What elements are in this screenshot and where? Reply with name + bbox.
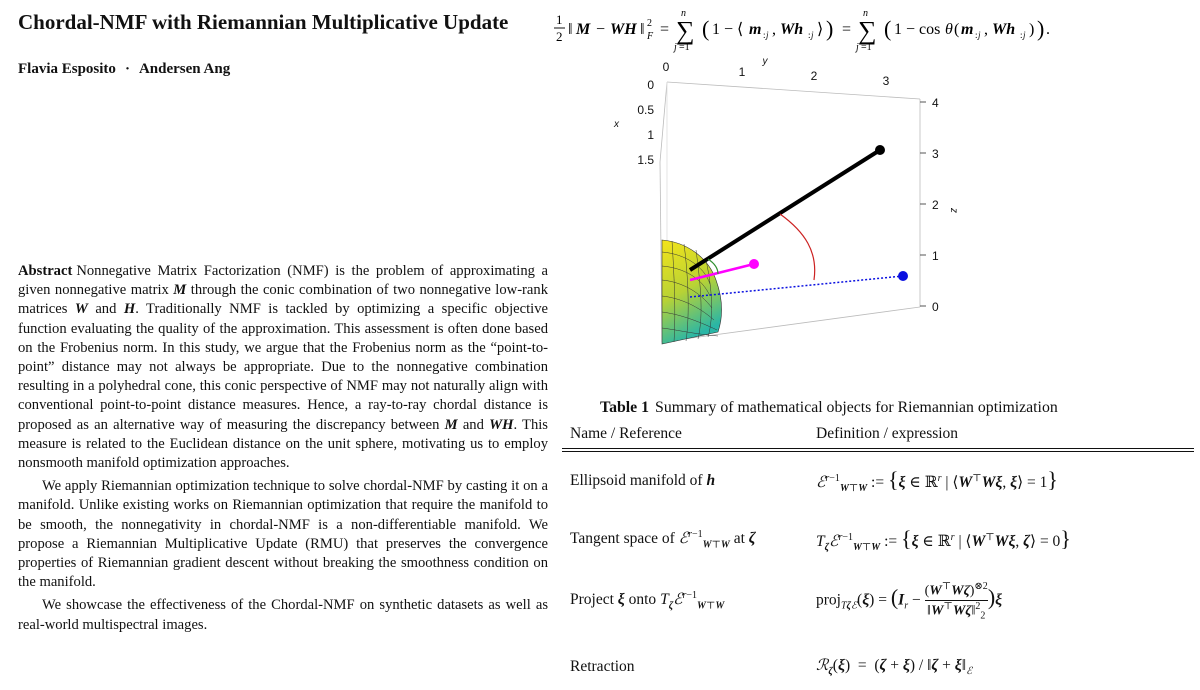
svg-text:.: .	[1046, 21, 1050, 38]
table-row	[562, 510, 1194, 570]
row-connector: onto	[628, 591, 657, 609]
x-tick-label: 1	[647, 128, 654, 142]
abstract-paragraph	[18, 262, 548, 473]
svg-text:(: (	[884, 16, 892, 41]
table-cell: Tangent space of ℰ$^{r-1}_{W⊤W}$ at ζ	[570, 529, 756, 551]
svg-text::: :	[808, 30, 811, 40]
x-tick-label: 0.5	[637, 103, 654, 117]
svg-text::: :	[1020, 30, 1023, 40]
x-tick-label: 1.5	[637, 153, 654, 167]
z-tick-label: 0	[932, 300, 939, 314]
x-axis-ticks	[613, 78, 654, 167]
y-axis-ticks	[663, 56, 890, 88]
svg-text:⟩: ⟩	[817, 21, 824, 38]
math-objects-table	[562, 422, 1194, 690]
svg-text:m: m	[749, 21, 762, 38]
svg-text:,: ,	[984, 21, 988, 38]
abstract	[18, 262, 548, 639]
svg-text:∑: ∑	[858, 16, 877, 45]
svg-text:F: F	[647, 31, 654, 42]
svg-text:‖: ‖	[568, 21, 573, 38]
svg-text:): )	[1029, 21, 1035, 38]
author-name: Andersen Ang	[138, 61, 231, 77]
z-tick-label: 2	[932, 198, 939, 212]
table-row	[562, 570, 1194, 632]
x-tick-label: 0	[647, 78, 654, 92]
svg-text::: :	[975, 30, 978, 40]
svg-text:j: j	[766, 30, 769, 40]
svg-text:M: M	[576, 21, 591, 38]
chordal-distance-figure	[600, 52, 980, 392]
table-cell: ℰ$^{r-1}_{W⊤W}$ := {ξ ∈ ℝ$^r$ | ⟨W⊤Wξ, ξ⟩ = 1}	[816, 467, 1058, 495]
z-tick-label: 4	[932, 96, 939, 110]
svg-text:Wh: Wh	[992, 21, 1016, 38]
table-cell: ℛ$_\zeta$(ξ) = (ζ + ξ) / ‖ζ + $\xi‖_ℰ$	[816, 657, 973, 678]
svg-text:j: j	[674, 42, 677, 53]
abstract-paragraph-text: Nonnegative Matrix Factorization (NMF) is the problem of approximating a given nonnegative matrix M through the conic combination of two nonnegative low-rank matrices W and H. Traditionally NMF is tackled by optimizing a specific objective function evaluating the quality of the approximation. This assessment is often done based on the Frobenius norm. In this study, we argue that the Frobenius norm as the “point-to-point” distance may not always be appropriate. Due to the nonnegative combination resulting in a polyhedral cone, this conic perspective of NMF may not naturally align with conventional point-to-point distance measures. Hence, a ray-to-ray chordal distance is proposed as an alternative way of measuring the discrepancy between M and WH. This measure is related to the Euclidean distance on the unit sphere, motivating us to employ nonsmooth manifold optimization approaches.	[18, 263, 548, 472]
objective-equation	[552, 4, 1192, 54]
svg-text:1: 1	[556, 12, 563, 27]
svg-text:): )	[826, 16, 834, 41]
author-name: Flavia Esposito	[18, 61, 116, 77]
table-label: Table 1	[600, 399, 650, 416]
svg-text:∑: ∑	[676, 16, 695, 45]
svg-text:2: 2	[647, 18, 652, 29]
table-caption-text: Summary of mathematical objects for Riemannian optimization	[655, 399, 1058, 416]
svg-text:WH: WH	[610, 21, 637, 38]
author-separator: ·	[124, 61, 130, 77]
table-header-cell: Name / Reference	[570, 425, 682, 442]
svg-text:(: (	[702, 16, 710, 41]
table-header-row	[562, 422, 1194, 446]
svg-text:=1: =1	[679, 42, 690, 53]
svg-text:Wh: Wh	[780, 21, 804, 38]
svg-text:j: j	[811, 30, 814, 40]
svg-text:): )	[1037, 16, 1045, 41]
row-name: Project	[570, 591, 614, 609]
direction-point	[875, 145, 885, 155]
author-list	[18, 61, 230, 78]
y-tick-label: 1	[738, 65, 746, 79]
svg-text:,: ,	[772, 21, 776, 38]
table-header-cell: Definition / expression	[816, 425, 959, 442]
projection-point	[898, 271, 908, 281]
direction-segment	[690, 150, 880, 270]
angle-arc	[780, 214, 815, 280]
svg-text:=: =	[842, 21, 852, 38]
svg-text:j: j	[856, 42, 859, 53]
svg-text:n: n	[863, 8, 868, 19]
z-axis-ticks	[920, 96, 959, 314]
y-tick-label: 0	[662, 60, 670, 74]
svg-text:1 − cos: 1 − cos	[894, 21, 941, 38]
svg-text:2: 2	[556, 29, 563, 44]
table-cell: Retraction	[570, 658, 635, 675]
abstract-paragraph	[18, 477, 548, 592]
z-tick-label: 1	[932, 249, 939, 263]
paper-title: Chordal-NMF with Riemannian Multiplicative Update	[18, 10, 509, 34]
abstract-paragraph	[18, 596, 548, 634]
svg-text:1 − ⟨: 1 − ⟨	[712, 21, 744, 38]
row-name: Ellipsoid manifold of	[570, 472, 703, 489]
projection-line	[690, 276, 903, 297]
svg-text:(: (	[954, 21, 960, 38]
svg-text:−: −	[596, 21, 606, 38]
z-axis-label: z	[948, 208, 959, 213]
svg-text:n: n	[681, 8, 686, 19]
svg-text:j: j	[1023, 30, 1026, 40]
svg-text:m: m	[961, 21, 974, 38]
table-cell: $T_\zeta ℰ^{r-1}_{W⊤W}$ := {ξ ∈ ℝ$^r$ | ⟨W⊤Wξ, ζ⟩ = 0}	[816, 526, 1071, 554]
unit-direction-point	[749, 259, 759, 269]
table-cell: Project ξ onto $T_\zeta ℰ^{r-1}_{W⊤W}$	[570, 590, 725, 612]
table-top-rule	[562, 448, 1194, 449]
z-tick-label: 3	[932, 147, 939, 161]
svg-text:j: j	[978, 30, 981, 40]
x-axis-label: x	[614, 119, 619, 130]
table-cell: Ellipsoid manifold of h	[570, 472, 716, 489]
svg-text:=1: =1	[861, 42, 872, 53]
y-axis-label: y	[762, 56, 768, 67]
y-tick-label: 3	[882, 74, 890, 88]
table-caption	[600, 399, 1058, 417]
svg-text:‖: ‖	[640, 21, 645, 38]
svg-text::: :	[763, 30, 766, 40]
table-cell: proj$_{T\zeta ℰ}$(ξ) = ($I_r$ − $\frac{(W^⊤W\zeta)^{\otimes 2}}{‖W^⊤W\zeta‖^2_2}$ )ξ	[816, 580, 1003, 622]
y-tick-label: 2	[810, 69, 818, 83]
svg-text:=: =	[660, 21, 670, 38]
row-name: Tangent space of	[570, 530, 675, 548]
table-row	[562, 632, 1194, 690]
row-connector: at	[733, 530, 745, 548]
abstract-paragraph-text: We apply Riemannian optimization technique to solve chordal-NMF by casting it on a manifold. Unlike existing works on Riemannian optimization that require the manifold to be smooth, the nonnegativity in chordal-NMF is a non-differentiable manifold. We propose a Riemannian Multiplicative Update (RMU) that preserves the convergence properties of Riemannian gradient descent without breaking the smoothness condition on the manifold.	[18, 478, 548, 591]
abstract-paragraph-text: We showcase the effectiveness of the Chordal-NMF on synthetic datasets as well as real-world multispectral images.	[18, 597, 548, 633]
svg-text:θ: θ	[945, 21, 953, 38]
abstract-heading: Abstract	[18, 263, 73, 279]
table-row	[562, 452, 1194, 510]
